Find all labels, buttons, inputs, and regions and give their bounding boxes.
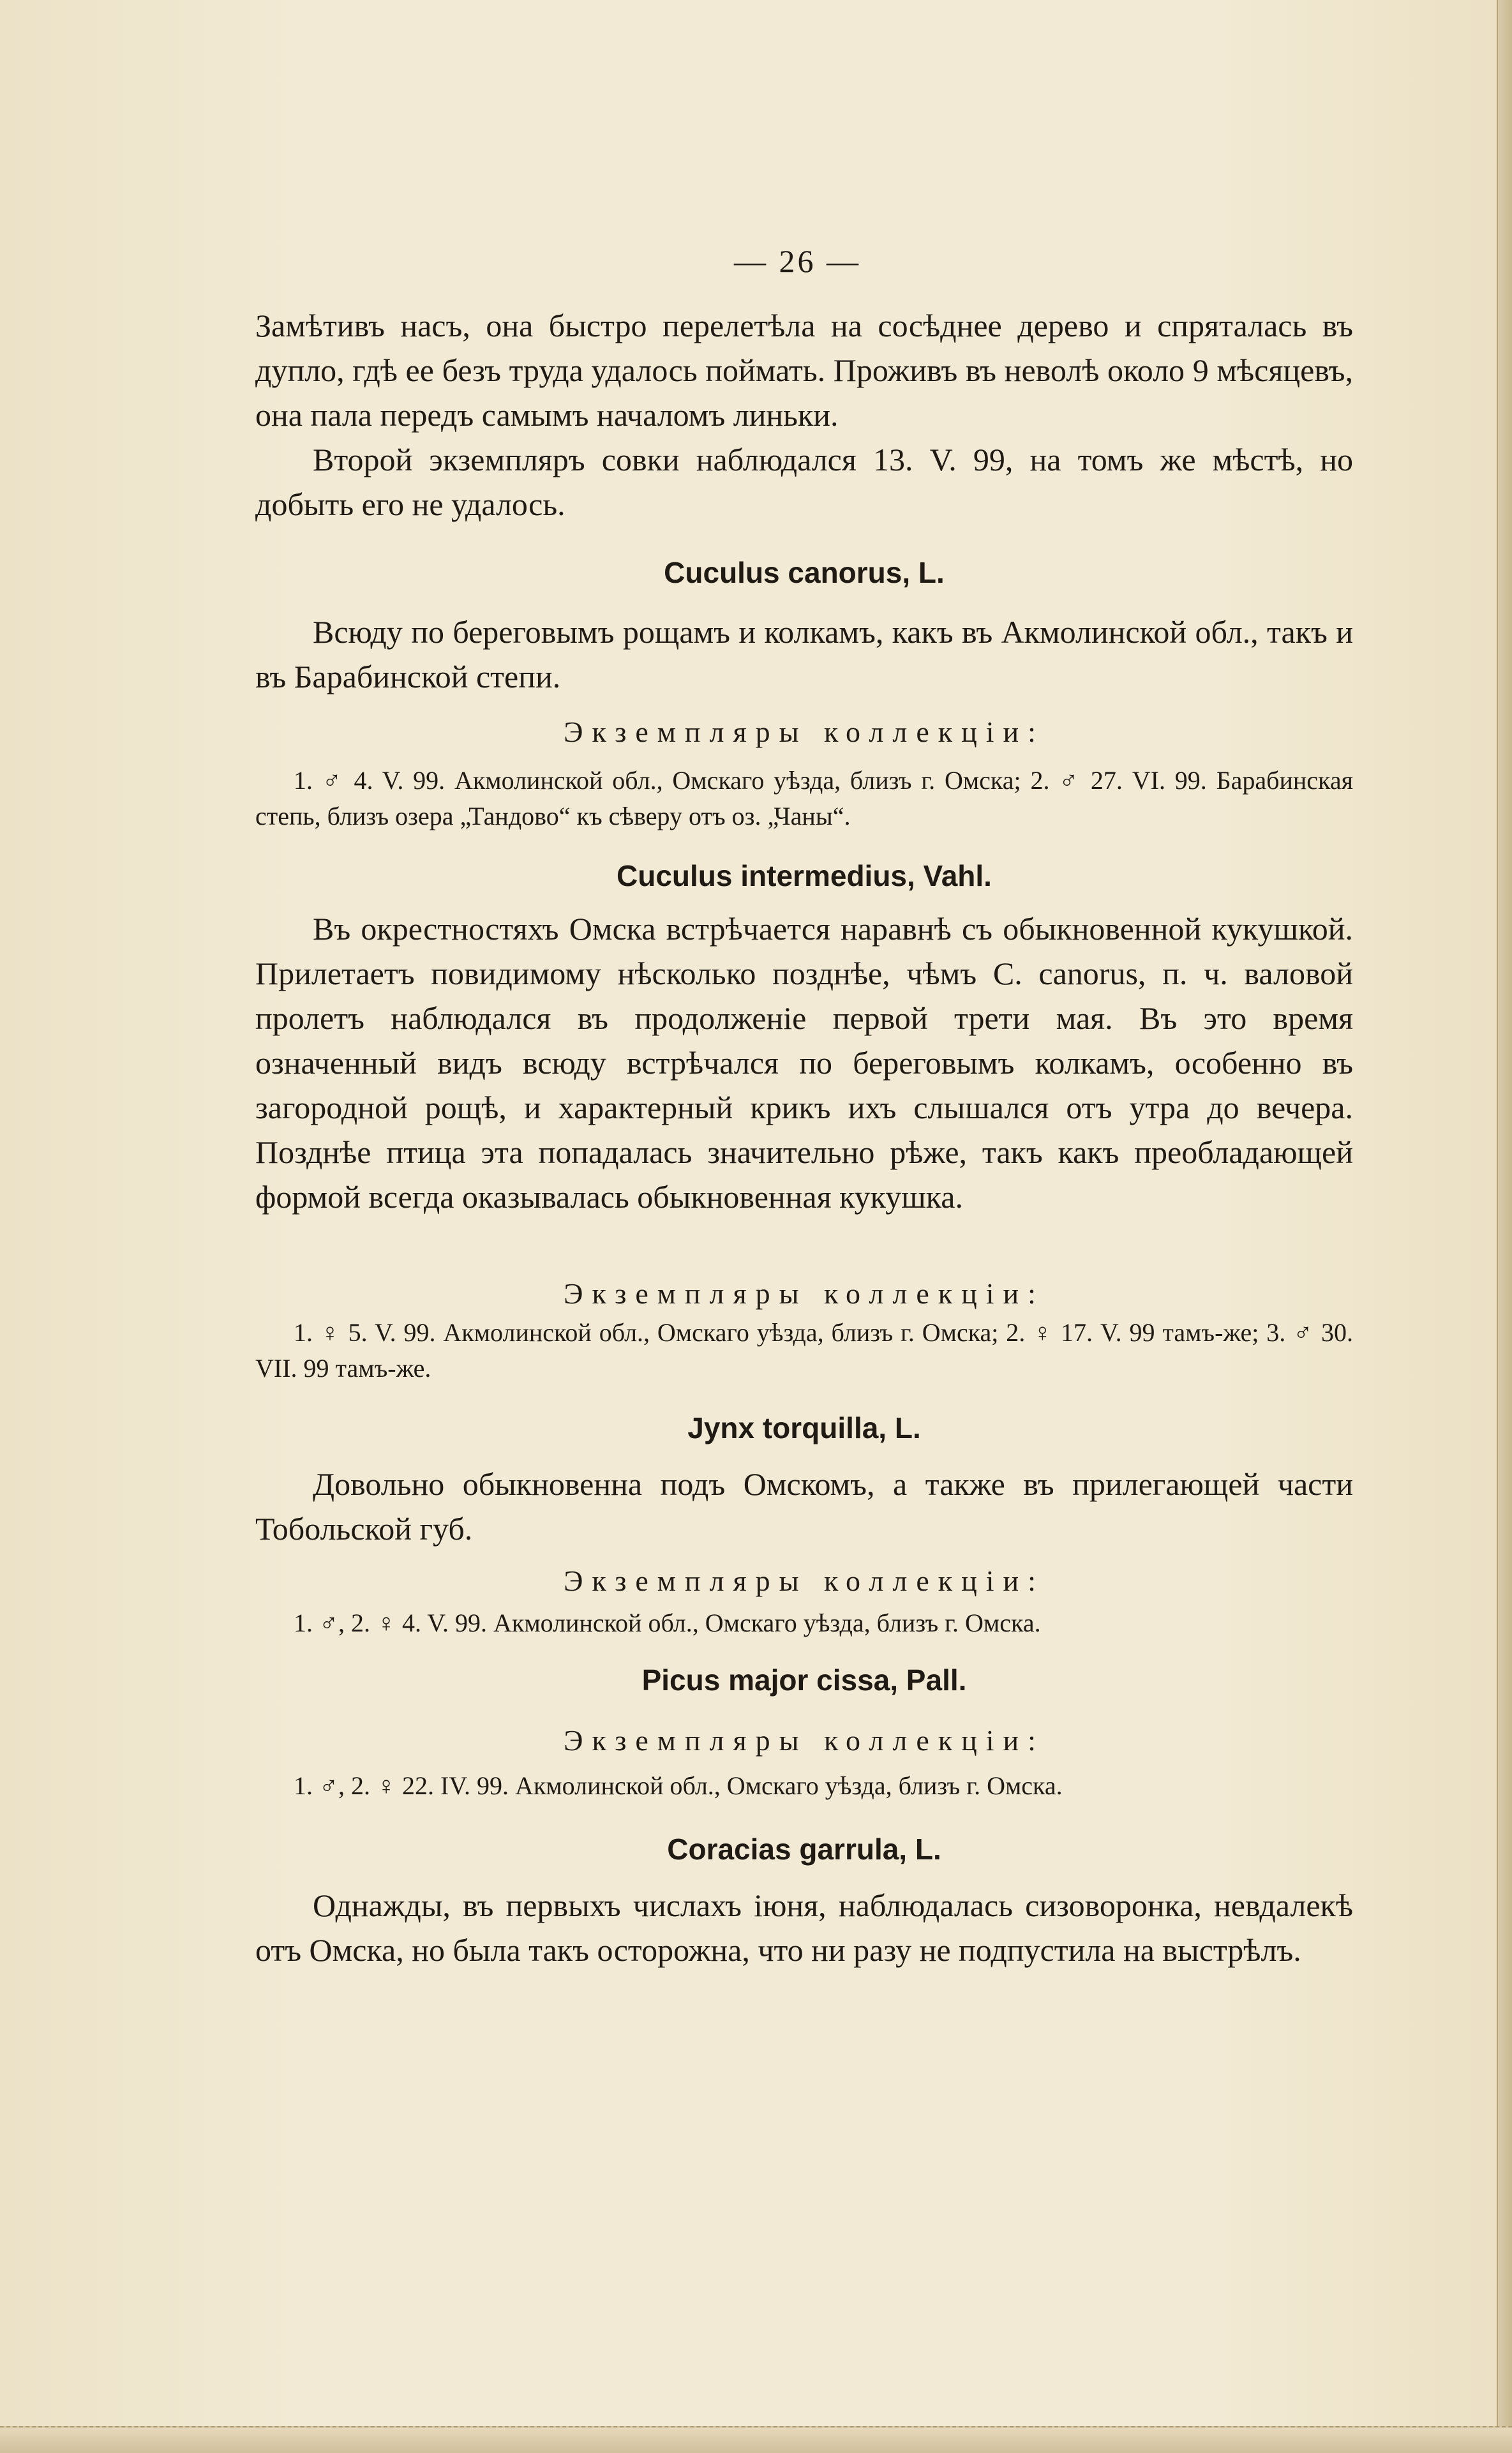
- paragraph-cuculus-canorus: Всюду по береговымъ рощамъ и колкамъ, какъ въ Акмолинской обл., такъ и въ Барабинской степи.: [255, 614, 1353, 694]
- paragraph-cuculus-intermedius: Въ окрестностяхъ Омска встрѣчается наравнѣ съ обыкновенной кукушкой. Прилетаетъ повидимому нѣсколько позднѣе, чѣмъ C. canorus, п. ч. валовой пролетъ наблюдался въ продолженіе первой трети мая. Въ это время означенный видъ всюду встрѣчался по береговымъ колкамъ, особенно въ загородной рощѣ, и характерный крикъ ихъ слышался отъ утра до вечера. Позднѣе птица эта попадалась значительно рѣже, такъ какъ преобладающей формой всегда оказывалась обыкновенная кукушка.: [255, 911, 1353, 1215]
- species-heading-coracias-garrula: Coracias garrula, L.: [667, 1833, 941, 1866]
- paragraph-owl-captured: Замѣтивъ насъ, она быстро перелетѣла на сосѣднее дерево и спряталась въ дупло, гдѣ ее безъ труда удалось поймать. Проживъ въ неволѣ около 9 мѣсяцевъ, она пала передъ самымъ началомъ линьки.: [255, 308, 1353, 433]
- species-heading-cuculus-intermedius: Cuculus intermedius, Vahl.: [617, 859, 992, 892]
- specimens-heading: Экземпляры коллекціи:: [564, 716, 1045, 748]
- specimens-list-jynx-torquilla: 1. ♂, 2. ♀ 4. V. 99. Акмолинской обл., Омскаго уѣзда, близъ г. Омска.: [294, 1609, 1041, 1637]
- specimens-heading: Экземпляры коллекціи:: [564, 1277, 1045, 1310]
- paragraph-owl-second: Второй экземпляръ совки наблюдался 13. V. 99, на томъ же мѣстѣ, но добыть его не удалось.: [255, 442, 1353, 522]
- paragraph-jynx-torquilla: Довольно обыкновенна подъ Омскомъ, а также въ прилегающей части Тобольской губ.: [255, 1466, 1353, 1547]
- species-heading-picus-major-cissa: Picus major cissa, Pall.: [641, 1663, 967, 1697]
- specimens-heading: Экземпляры коллекціи:: [564, 1564, 1045, 1597]
- specimens-list-picus-major-cissa: 1. ♂, 2. ♀ 22. IV. 99. Акмолинской обл., Омскаго уѣзда, близъ г. Омска.: [294, 1771, 1063, 1800]
- page-number: — 26 —: [734, 243, 861, 279]
- specimens-list-cuculus-intermedius: 1. ♀ 5. V. 99. Акмолинской обл., Омскаго уѣзда, близъ г. Омска; 2. ♀ 17. V. 99 тамъ-же; 3. ♂ 30. VII. 99 тамъ-же.: [255, 1318, 1353, 1383]
- page-edge-right: [1497, 0, 1512, 2453]
- specimens-heading: Экземпляры коллекціи:: [564, 1724, 1045, 1757]
- species-heading-jynx-torquilla: Jynx torquilla, L.: [687, 1411, 921, 1444]
- specimens-list-cuculus-canorus: 1. ♂ 4. V. 99. Акмолинской обл., Омскаго уѣзда, близъ г. Омска; 2. ♂ 27. VI. 99. Барабинская степь, близъ озера „Тандово“ къ сѣверу отъ оз. „Чаны“.: [255, 766, 1353, 830]
- page-edge-bottom: [0, 2426, 1512, 2453]
- paragraph-coracias-garrula: Однажды, въ первыхъ числахъ іюня, наблюдалась сизоворонка, невдалекѣ отъ Омска, но была такъ осторожна, что ни разу не подпустила на выстрѣлъ.: [255, 1887, 1353, 1968]
- species-heading-cuculus-canorus: Cuculus canorus, L.: [664, 556, 945, 589]
